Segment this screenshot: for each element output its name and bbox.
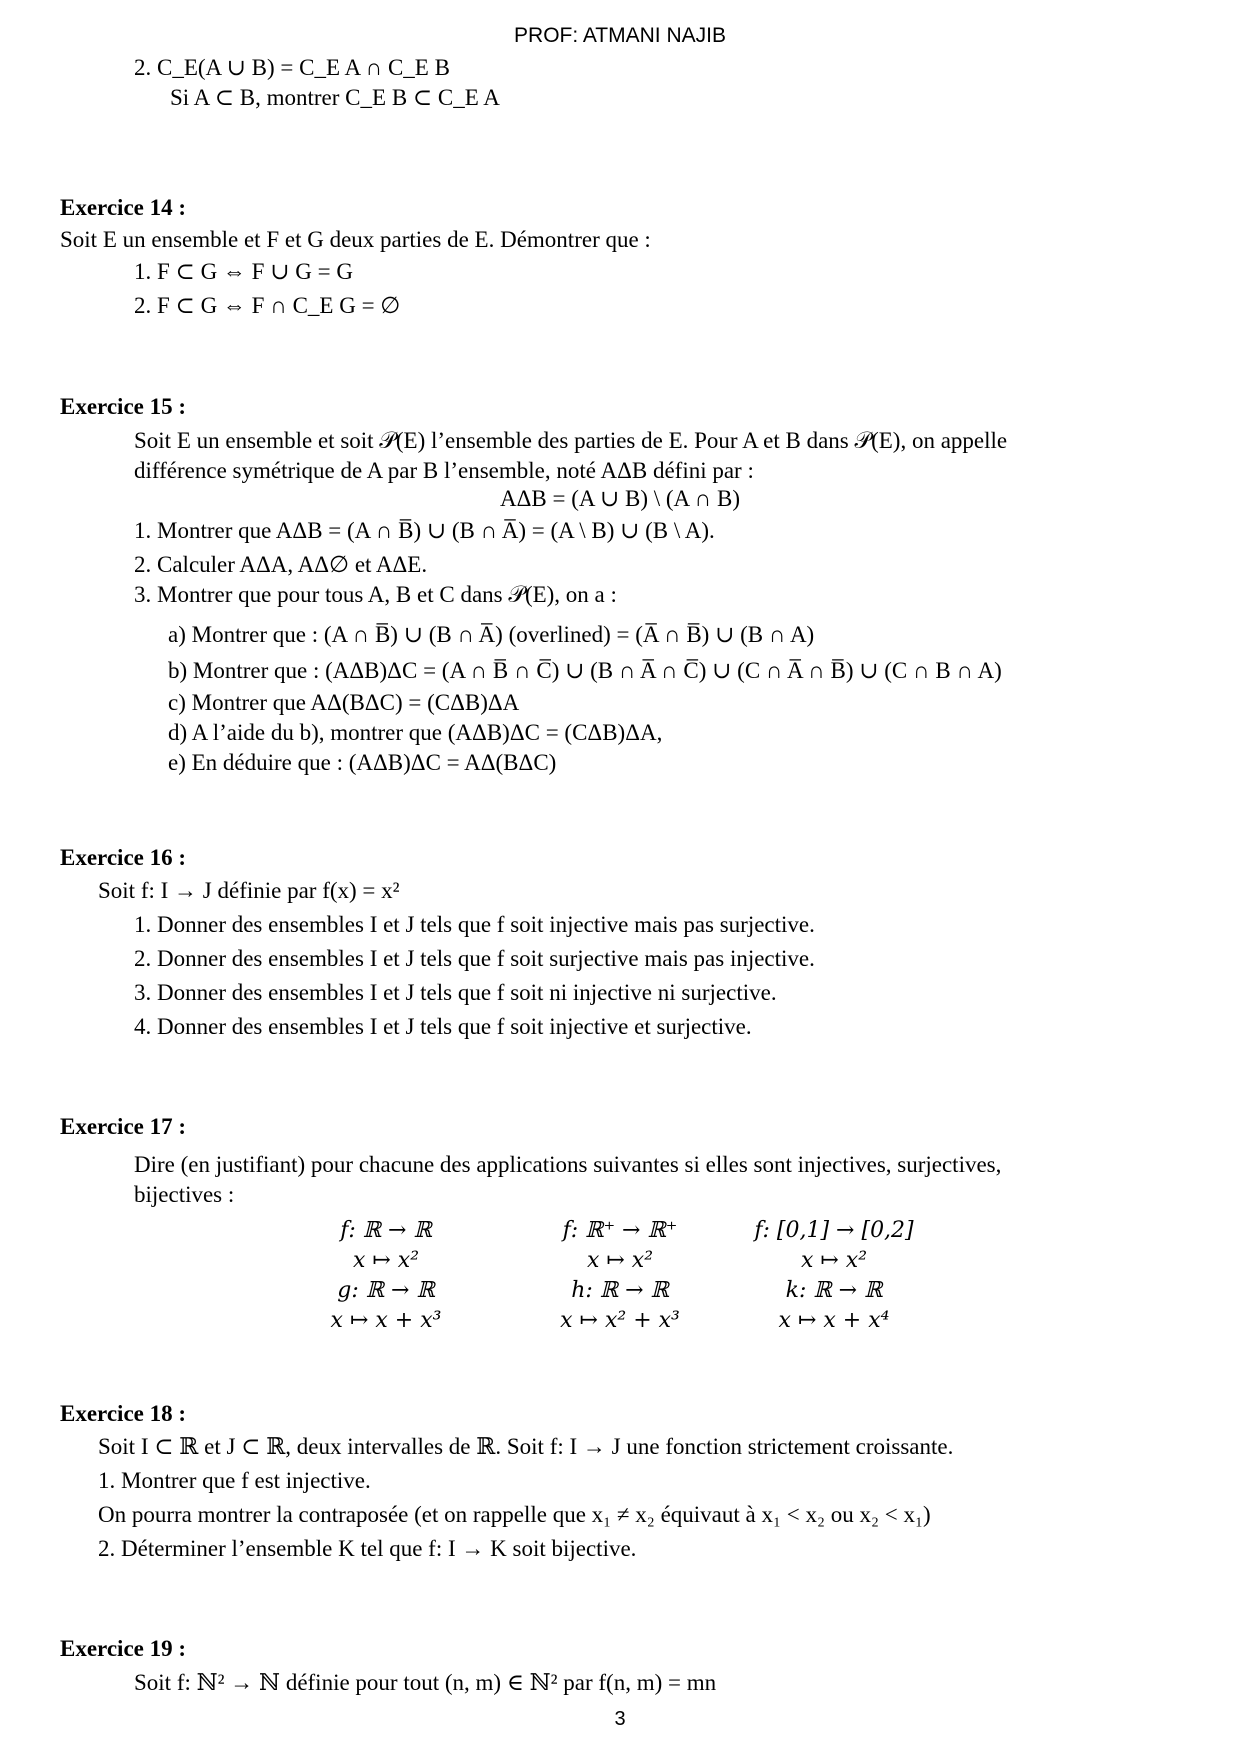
ex14-title: Exercice 14 :: [60, 195, 187, 220]
map-f-interval-rule: x ↦ x²: [800, 1248, 868, 1273]
ex15-subitem-a: a) Montrer que : (A ∩ B̅) ∪ (B ∩ A̅) (overlined) = (A̅ ∩ B̅) ∪ (B ∩ A): [168, 622, 815, 647]
ex17-maps-col-3: [714, 1216, 954, 1336]
ex15-subitem-d: d) A l’aide du b), montrer que (AΔB)ΔC = (CΔB)ΔA,: [168, 720, 663, 745]
ex15-intro-1: Soit E un ensemble et soit 𝒫(E) l’ensemble des parties de E. Pour A et B dans 𝒫(E), on appelle: [134, 428, 1008, 453]
ex15-item-2: 2. Calculer AΔA, AΔ∅ et AΔE.: [134, 552, 428, 577]
ex14-item-2: 2. F ⊂ G ⇔ F ∩ C_E G = ∅: [134, 293, 401, 318]
map-g-rule: x ↦ x + x³: [330, 1308, 442, 1333]
ex16-item-3: 3. Donner des ensembles I et J tels que f soit ni injective ni surjective.: [134, 980, 777, 1005]
ex18-item-1: 1. Montrer que f est injective.: [98, 1468, 371, 1493]
ex14-item-1: 1. F ⊂ G ⇔ F ∪ G = G: [134, 259, 353, 284]
ex16-item-1: 1. Donner des ensembles I et J tels que f soit injective mais pas surjective.: [134, 912, 815, 937]
ex15-item-3: 3. Montrer que pour tous A, B et C dans 𝒫(E), on a :: [134, 582, 617, 607]
page-number: 3: [614, 1708, 626, 1730]
ex16-item-2: 2. Donner des ensembles I et J tels que f soit surjective mais pas injective.: [134, 946, 815, 971]
map-g-def: g: ℝ → ℝ: [337, 1278, 435, 1303]
ex17-maps-col-2: [500, 1216, 740, 1336]
ex15-subitem-b: b) Montrer que : (AΔB)ΔC = (A ∩ B̅ ∩ C̅) ∪ (B ∩ A̅ ∩ C̅) ∪ (C ∩ A̅ ∩ B̅) ∪ (C ∩ B ∩ A): [168, 658, 1002, 683]
map-k-rule: x ↦ x + x⁴: [778, 1308, 890, 1333]
map-f-interval-def: f: [0,1] → [0,2]: [754, 1218, 914, 1243]
map-h-rule: x ↦ x² + x³: [560, 1308, 680, 1333]
ex15-formula: AΔB = (A ∪ B) \ (A ∩ B): [500, 486, 740, 511]
ex18-intro: Soit I ⊂ ℝ et J ⊂ ℝ, deux intervalles de ℝ. Soit f: I → J une fonction strictement croissante.: [98, 1434, 954, 1459]
ex15-item-1: 1. Montrer que AΔB = (A ∩ B̅) ∪ (B ∩ A̅) = (A \ B) ∪ (B \ A).: [134, 518, 715, 543]
map-h-def: h: ℝ → ℝ: [571, 1278, 669, 1303]
map-f-plus-def: f: ℝ⁺ → ℝ⁺: [562, 1218, 678, 1243]
top-item-line2: Si A ⊂ B, montrer C_E B ⊂ C_E A: [170, 85, 500, 110]
ex17-intro-2: bijectives :: [134, 1182, 235, 1207]
map-k-def: k: ℝ → ℝ: [785, 1278, 883, 1303]
ex17-title: Exercice 17 :: [60, 1114, 187, 1139]
map-f-def: f: ℝ → ℝ: [340, 1218, 432, 1243]
ex16-title: Exercice 16 :: [60, 845, 187, 870]
ex18-title: Exercice 18 :: [60, 1401, 187, 1426]
ex15-intro-2: différence symétrique de A par B l’ensemble, noté AΔB défini par :: [134, 458, 754, 483]
ex16-item-4: 4. Donner des ensembles I et J tels que f soit injective et surjective.: [134, 1014, 752, 1039]
ex15-subitem-c: c) Montrer que AΔ(BΔC) = (CΔB)ΔA: [168, 690, 520, 715]
ex16-intro: Soit f: I → J définie par f(x) = x²: [98, 878, 400, 903]
ex18-item-2: 2. Déterminer l’ensemble K tel que f: I → K soit bijective.: [98, 1536, 637, 1561]
ex15-title: Exercice 15 :: [60, 394, 187, 419]
ex15-subitem-e: e) En déduire que : (AΔB)ΔC = AΔ(BΔC): [168, 750, 557, 775]
ex19-intro: Soit f: ℕ² → ℕ définie pour tout (n, m) ∈ ℕ² par f(n, m) = mn: [134, 1670, 717, 1695]
page-header: PROF: ATMANI NAJIB: [514, 24, 726, 47]
map-f-rule: x ↦ x²: [352, 1248, 420, 1273]
top-item-line1: 2. C_E(A ∪ B) = C_E A ∩ C_E B: [134, 55, 450, 80]
ex19-title: Exercice 19 :: [60, 1636, 187, 1661]
ex17-intro-1: Dire (en justifiant) pour chacune des applications suivantes si elles sont injectives, surjectives,: [134, 1152, 1002, 1177]
map-f-plus-rule: x ↦ x²: [586, 1248, 654, 1273]
ex14-intro: Soit E un ensemble et F et G deux parties de E. Démontrer que :: [60, 227, 651, 252]
ex18-note: On pourra montrer la contraposée (et on rappelle que x₁ ≠ x₂ équivaut à x₁ < x₂ ou x₂ < x₁): [98, 1502, 931, 1527]
ex17-maps-col-1: [266, 1216, 506, 1336]
